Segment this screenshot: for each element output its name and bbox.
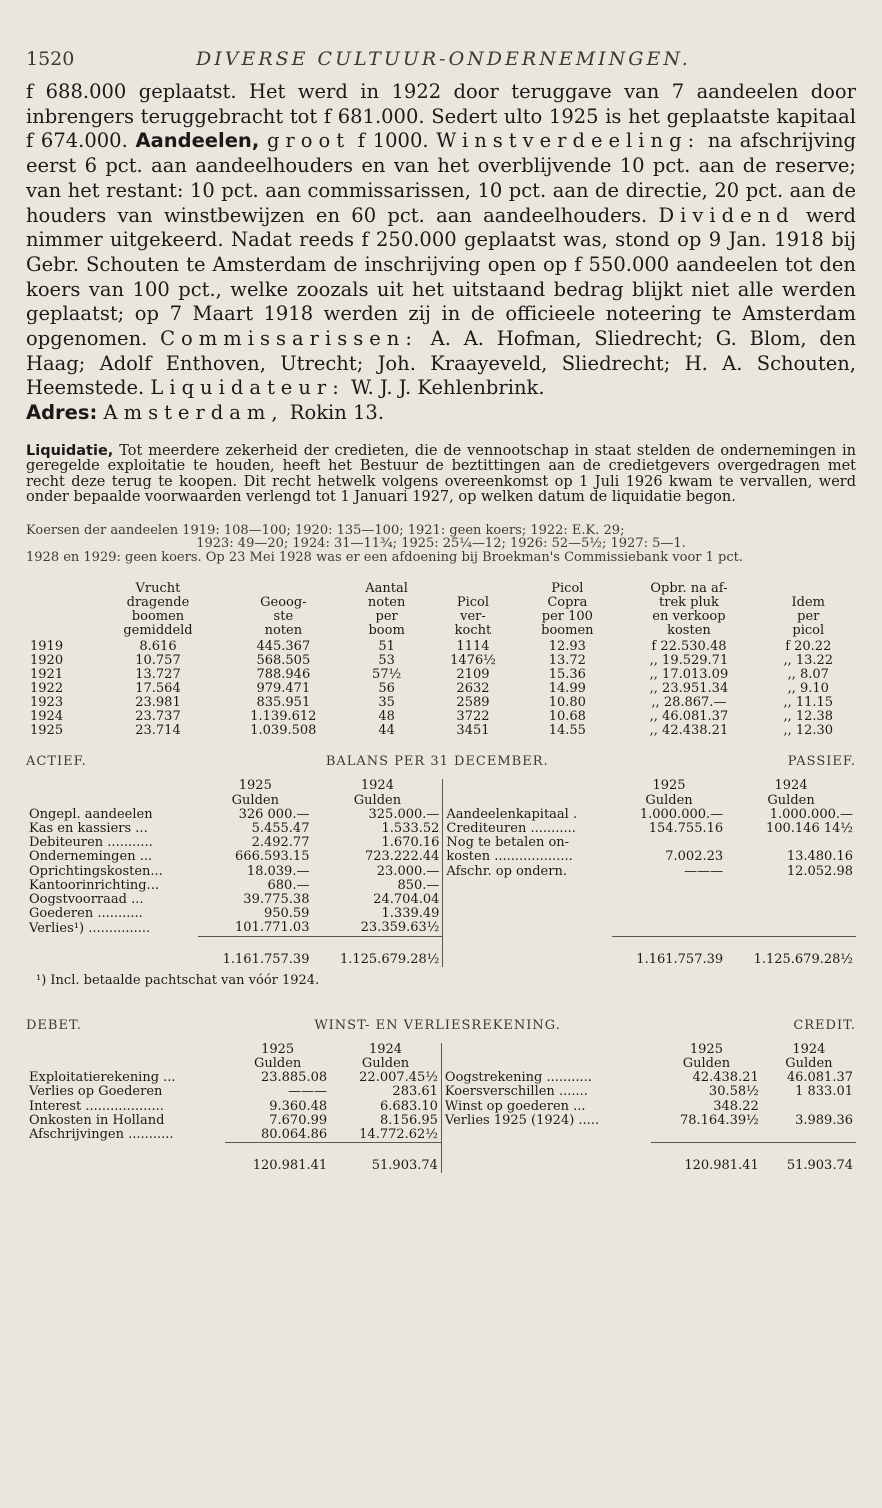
column-header: Picol	[456, 595, 490, 611]
ledger-amount: 6.683.10	[380, 1098, 438, 1114]
column-header	[26, 610, 94, 624]
ledger-year: 1924	[360, 778, 394, 794]
table-cell: ,, 46.081.37	[649, 709, 729, 725]
ledger-amount	[612, 836, 726, 850]
column-header	[26, 596, 94, 610]
winst-table	[26, 1043, 856, 1174]
table-cell: 835.951	[256, 695, 311, 711]
table-cell: ,, 9.10	[787, 681, 829, 697]
table-cell: 1.039.508	[250, 723, 317, 739]
ledger-header-row	[26, 1057, 856, 1071]
column-header: boom	[368, 623, 405, 639]
table-cell: 23.981	[135, 695, 181, 711]
table-cell: 1922	[30, 681, 64, 697]
table-cell: 979.471	[256, 681, 311, 697]
ledger-amount: 13.480.16	[786, 849, 853, 865]
ledger-header-row	[26, 779, 856, 793]
ledger-amount: 5.455.47	[251, 820, 310, 836]
table-cell: 788.946	[256, 667, 311, 683]
ledger-amount: 80.064.86	[260, 1127, 328, 1142]
table-cell: 13.72	[548, 653, 586, 669]
ledger-amount: 23.359.63½	[360, 920, 440, 936]
table-cell: 2632	[456, 681, 490, 697]
text-run: f 1000.	[357, 129, 429, 153]
ledger-total: 120.981.41	[225, 1143, 330, 1174]
text-run: A. A. Hofman, Sliedrecht; G. Blom, den Haag; Adolf Enthoven, Utrecht; Joh. Kraayeveld, Sliedrecht; H. A. Schouten, Heemstede.	[26, 327, 856, 400]
table-cell: 12.93	[548, 639, 586, 655]
column-header: boomen	[131, 609, 185, 625]
ledger-label: Ondernemingen ...	[29, 849, 153, 865]
ledger-label: Koersverschillen .......	[441, 1085, 651, 1099]
text-run: W. J. J. Kehlenbrink.	[351, 376, 545, 400]
table-cell: 10.68	[548, 709, 586, 725]
ledger-total-row	[26, 1143, 856, 1174]
ledger-currency: Gulden	[253, 1055, 302, 1071]
ledger-amount: 42.438.21	[692, 1070, 759, 1086]
footnote: ¹) Incl. betaalde pachtschat van vóór 1924.	[36, 972, 320, 988]
ledger-year: 1924	[368, 1041, 403, 1057]
table-header-row	[26, 610, 856, 624]
table-cell: 17.564	[135, 681, 181, 697]
ledger-amount: 8.156.95	[380, 1112, 438, 1128]
ledger-amount: 12.052.98	[786, 863, 853, 879]
ledger-label: Kas en kassiers ...	[29, 820, 148, 836]
ledger-total: 1.161.757.39	[198, 936, 312, 967]
table-cell: 3451	[456, 723, 490, 739]
ledger-label: Verlies¹) ...............	[29, 920, 151, 936]
column-header: Idem	[791, 595, 826, 611]
ledger-amount: 723.222.44	[364, 849, 440, 865]
ledger-amount	[612, 893, 726, 907]
ledger-total: 1.125.679.28½	[726, 936, 856, 967]
koersen-line: 1928 en 1929: geen koers. Op 23 Mei 1928 was er een afdoening bij Broekman's Commissiebank voor 1 pct.	[26, 549, 744, 565]
table-header-row	[26, 582, 856, 596]
winstverdeeling-label: Winstverdeeling:	[436, 129, 701, 153]
ledger-total: 120.981.41	[651, 1143, 762, 1174]
ledger-year: 1925	[261, 1041, 295, 1057]
balans-title	[26, 754, 856, 769]
liquidateur-label: Liquidateur:	[150, 376, 345, 400]
ledger-year: 1925	[238, 778, 272, 794]
ledger-row	[26, 850, 856, 864]
ledger-label	[26, 936, 198, 967]
ledger-amount: 283.61	[392, 1084, 438, 1100]
winst-title	[26, 1018, 856, 1033]
dividend-label: Dividend	[658, 203, 795, 227]
column-header: Opbr. na af-	[650, 581, 728, 597]
table-cell: f 20.22	[785, 639, 832, 655]
ledger-label: Goederen ...........	[29, 906, 143, 922]
credit-label: CREDIT.	[793, 1017, 856, 1033]
adres-line	[26, 401, 856, 426]
text-run: werd nimmer uitgekeerd. Nadat reeds f 250.000 geplaatst was, stond op 9 Jan. 1918 bij Gebr. Schouten te Amsterdam de inschrijving open op f 550.000 aandeelen tot den koers van 100 pct., welke zoozals uit het uitstaand bedrag blijkt niet alle werden geplaatst; op 7 Maart 1918 werden zij in de officieele noteering te Amsterdam opgenomen.	[26, 203, 856, 351]
table-cell: ,, 12.38	[783, 709, 834, 725]
table-cell: 13.727	[135, 667, 181, 683]
column-header: Vrucht	[135, 581, 181, 597]
ledger-total-row	[26, 936, 856, 967]
ledger-currency: Gulden	[361, 1055, 410, 1071]
adres-value: Amsterdam,	[103, 401, 284, 425]
ledger-total: 51.903.74	[330, 1143, 441, 1174]
table-cell: 1920	[30, 653, 64, 669]
ledger-row	[26, 907, 856, 921]
liquidatie-paragraph	[26, 444, 856, 506]
ledger-amount: 2.492.77	[251, 835, 310, 851]
table-row	[26, 724, 856, 738]
table-cell: 1919	[30, 639, 64, 655]
adres-street: Rokin 13.	[289, 401, 385, 425]
table-row	[26, 654, 856, 668]
ledger-label: Interest ...................	[29, 1098, 164, 1114]
ledger-label: Oogstrekening ...........	[441, 1071, 651, 1085]
column-header: ver-	[460, 609, 486, 625]
ledger-label: Oprichtingskosten...	[29, 863, 163, 879]
main-paragraph	[26, 80, 856, 401]
ledger-currency	[26, 794, 198, 808]
ledger-amount	[612, 921, 726, 936]
ledger-currency: Gulden	[353, 792, 402, 808]
table-cell: 51	[378, 639, 395, 655]
column-header: ste	[273, 609, 294, 625]
table-cell: ,, 13.22	[783, 653, 834, 669]
ledger-amount: 9.360.48	[269, 1098, 328, 1114]
column-header: trek pluk	[659, 595, 719, 611]
table-cell: 57½	[372, 667, 402, 683]
liquidatie-label: Liquidatie,	[26, 442, 114, 459]
ledger-currency: Gulden	[767, 792, 815, 808]
table-cell: 1925	[30, 723, 64, 739]
ledger-amount: 1 833.01	[795, 1084, 853, 1100]
ledger-amount: 101.771.03	[235, 920, 310, 936]
ledger-amount: 1.670.16	[381, 835, 440, 851]
production-table	[26, 582, 856, 738]
table-cell: 1924	[30, 709, 64, 725]
ledger-year: 1925	[689, 1041, 723, 1057]
ledger-label: Kantoorinrichting...	[29, 877, 159, 893]
running-head	[26, 48, 856, 78]
ledger-row	[26, 1114, 856, 1128]
table-cell: 53	[378, 653, 395, 669]
winst-heading: WINST- EN VERLIESREKENING.	[314, 1017, 561, 1033]
ledger-label: Verlies 1925 (1924) .....	[441, 1114, 651, 1128]
table-cell: ,, 23.951.34	[649, 681, 729, 697]
ledger-amount	[726, 879, 856, 893]
ledger-amount	[762, 1128, 856, 1143]
ledger-amount	[726, 893, 856, 907]
commissarissen-label: Commissarissen:	[160, 327, 418, 351]
ledger-label: Aandeelenkapitaal .	[443, 808, 612, 822]
ledger-amount	[726, 921, 856, 936]
text-run: na afschrijving eerst 6 pct. aan aandeelhouders en van het overblijvende 10 pct. aan de reserve; van het restant: 10 pct. aan commissarissen, 10 pct. aan de directie, 20 pct. aan de houders van winstbewijzen en 60 pct. aan aandeelhouders.	[26, 129, 856, 227]
ledger-year	[26, 779, 198, 793]
column-header	[222, 582, 345, 596]
table-cell: 1.139.612	[250, 709, 317, 725]
ledger-amount: 78.164.39½	[679, 1112, 759, 1128]
ledger-label: kosten ...................	[443, 850, 612, 864]
ledger-row	[26, 808, 856, 822]
table-cell: 1921	[30, 667, 64, 683]
table-cell: 14.55	[548, 723, 586, 739]
table-cell: ,, 12.30	[783, 723, 834, 739]
ledger-label	[443, 921, 612, 936]
ledger-label: Oogstvoorraad ...	[29, 891, 144, 907]
ledger-total: 1.161.757.39	[612, 936, 726, 967]
ledger-amount	[726, 907, 856, 921]
ledger-amount: 39.775.38	[243, 891, 310, 907]
table-row	[26, 668, 856, 682]
ledger-row	[26, 865, 856, 879]
ledger-label: Winst op goederen ...	[441, 1100, 651, 1114]
ledger-row	[26, 893, 856, 907]
ledger-row	[26, 1100, 856, 1114]
column-header: noten	[367, 595, 406, 611]
ledger-year	[26, 1043, 225, 1057]
column-header: per	[797, 609, 820, 625]
column-header: gemiddeld	[123, 623, 193, 639]
ledger-row	[26, 879, 856, 893]
ledger-amount: 154.755.16	[648, 820, 724, 836]
ledger-label: Nog te betalen on-	[443, 836, 612, 850]
ledger-amount: 326 000.—	[238, 806, 310, 822]
table-header-row	[26, 596, 856, 610]
table-cell: 568.505	[256, 653, 311, 669]
ledger-amount: 100.146 14½	[765, 820, 853, 836]
table-cell: ,, 11.15	[783, 695, 834, 711]
ledger-currency: Gulden	[645, 792, 693, 808]
aandeelen-label: Aandeelen,	[135, 129, 260, 153]
ledger-row	[26, 1071, 856, 1085]
ledger-amount: ———	[684, 863, 724, 879]
column-header	[761, 582, 856, 596]
column-header: per	[375, 609, 398, 625]
ledger-amount	[651, 1128, 762, 1143]
ledger-amount: 7.002.23	[665, 849, 724, 865]
table-cell: 10.757	[135, 653, 181, 669]
column-header: Picol	[551, 581, 584, 597]
table-cell: 56	[378, 681, 395, 697]
ledger-label: Crediteuren ...........	[443, 822, 612, 836]
ledger-label	[441, 1143, 651, 1174]
ledger-label: Exploitatierekening ...	[29, 1070, 176, 1086]
table-cell: f 22.530.48	[651, 639, 727, 655]
balans-table	[26, 779, 856, 966]
table-cell: 2589	[456, 695, 490, 711]
ledger-currency	[443, 794, 612, 808]
column-header	[429, 582, 518, 596]
ledger-label	[443, 907, 612, 921]
table-cell: 1114	[456, 639, 490, 655]
ledger-amount: ———	[288, 1084, 328, 1100]
column-header	[26, 624, 94, 640]
column-header: per 100	[541, 609, 593, 625]
table-cell: 8.616	[139, 639, 177, 655]
table-cell: 23.714	[135, 723, 181, 739]
column-header: boomen	[541, 623, 594, 639]
ledger-amount: 950.59	[263, 906, 310, 922]
ledger-label: Ongepl. aandeelen	[29, 806, 153, 822]
koersen-section	[26, 524, 856, 565]
ledger-year	[443, 779, 612, 793]
table-row	[26, 710, 856, 724]
ledger-amount: 1.533.52	[381, 820, 440, 836]
ledger-amount: 850.—	[397, 877, 440, 893]
ledger-amount: 3.989.36	[795, 1112, 853, 1128]
ledger-amount	[762, 1100, 856, 1114]
ledger-currency: Gulden	[682, 1055, 731, 1071]
ledger-row	[26, 921, 856, 936]
ledger-header-row	[26, 1043, 856, 1057]
ledger-year	[441, 1043, 651, 1057]
table-cell: 1476½	[450, 653, 496, 669]
liquidatie-section	[26, 444, 856, 506]
ledger-label	[441, 1128, 651, 1143]
ledger-row	[26, 836, 856, 850]
ledger-label: Onkosten in Holland	[29, 1112, 165, 1128]
column-header: Geoog-	[260, 595, 307, 611]
table-row	[26, 696, 856, 710]
ledger-row	[26, 1128, 856, 1143]
ledger-amount: 348.22	[713, 1098, 759, 1114]
table-row	[26, 640, 856, 654]
ledger-label	[26, 1143, 225, 1174]
ledger-year: 1924	[792, 1041, 826, 1057]
running-title: DIVERSE CULTUUR-ONDERNEMINGEN.	[196, 48, 691, 70]
ledger-amount: 680.—	[267, 877, 310, 893]
ledger-year: 1924	[774, 778, 808, 794]
ledger-header-row	[26, 794, 856, 808]
table-cell: 2109	[456, 667, 490, 683]
column-header: dragende	[126, 595, 190, 611]
ledger-amount: 1.000.000.—	[769, 806, 853, 822]
debet-label: DEBET.	[26, 1017, 82, 1033]
koersen-line: 1923: 49—20; 1924: 31—11¾; 1925: 25¼—12; 1926: 52—5½; 1927: 5—1.	[196, 536, 686, 552]
ledger-amount: 14.772.62½	[359, 1127, 438, 1142]
table-header-row	[26, 624, 856, 640]
ledger-amount: 46.081.37	[786, 1070, 853, 1086]
ledger-amount	[612, 879, 726, 893]
ledger-row	[26, 822, 856, 836]
table-cell: ,, 17.013.09	[649, 667, 729, 683]
column-header: en verkoop	[652, 609, 726, 625]
adres-label: Adres:	[26, 401, 98, 425]
ledger-amount: 666.593.15	[235, 849, 310, 865]
ledger-label: Afschrijvingen ...........	[29, 1127, 174, 1143]
ledger-amount	[612, 907, 726, 921]
column-header: Copra	[547, 595, 588, 611]
ledger-label	[443, 879, 612, 893]
ledger-amount: 23.885.08	[260, 1070, 328, 1086]
table-cell: 15.36	[548, 667, 586, 683]
ledger-total: 51.903.74	[762, 1143, 856, 1174]
column-header: noten	[264, 623, 303, 639]
table-cell: 445.367	[256, 639, 311, 655]
ledger-amount: 22.007.45½	[359, 1070, 438, 1086]
ledger-total: 1.125.679.28½	[312, 936, 442, 967]
table-row	[26, 682, 856, 696]
table-cell: ,, 28.867.—	[651, 695, 727, 711]
ledger-label: Afschr. op ondern.	[443, 865, 612, 879]
table-cell: 10.80	[548, 695, 586, 711]
ledger-amount: 325.000.—	[368, 806, 440, 822]
ledger-label: Verlies op Goederen	[29, 1084, 163, 1100]
column-header: Aantal	[365, 581, 408, 597]
ledger-currency: Gulden	[785, 1055, 833, 1071]
page-number: 1520	[26, 48, 75, 70]
column-header: kocht	[454, 623, 492, 639]
ledger-amount: 23.000.—	[376, 863, 440, 879]
table-cell: 14.99	[548, 681, 586, 697]
table-cell: 48	[378, 709, 395, 725]
koersen-line: Koersen der aandeelen 1919: 108—100; 1920: 135—100; 1921: geen koers; 1922: E.K. 29;	[26, 522, 625, 538]
ledger-amount: 30.58½	[708, 1084, 759, 1100]
text-run: f 688.000 geplaatst. Het werd in 1922 door teruggave van 7 aandeelen door inbrengers teruggebracht tot f 681.000. Sedert ulto 1925 is het geplaatste kapitaal f 674.000.	[26, 80, 856, 153]
ledger-currency	[26, 1057, 225, 1071]
column-header	[26, 582, 94, 596]
main-text	[26, 80, 856, 426]
liquidatie-text: Tot meerdere zekerheid der credieten, die de vennootschap in staat stelden de ondernemingen in geregelde exploitatie te houden, heeft het Bestuur de beztittingen aan de credietgevers overgedragen met recht deze terug te koopen. Dit recht hetwelk volgens overeenkomst op 1 Juli 1926 kwam te vervallen, werd onder bepaalde voorwaarden verlengd tot 1 Januari 1927, op welken datum de liquidatie begon.	[26, 442, 856, 506]
actief-label: ACTIEF.	[26, 754, 87, 770]
ledger-amount: 1.000.000.—	[639, 806, 724, 822]
ledger-currency	[441, 1057, 651, 1071]
table-cell: ,, 19.529.71	[649, 653, 729, 669]
ledger-amount: 7.670.99	[269, 1112, 328, 1128]
ledger-amount: 18.039.—	[246, 863, 310, 879]
table-cell: 35	[378, 695, 395, 711]
ledger-row	[26, 1085, 856, 1099]
ledger-amount	[726, 836, 856, 850]
ledger-label	[443, 936, 612, 967]
table-cell: ,, 42.438.21	[649, 723, 729, 739]
table-cell: 23.737	[135, 709, 181, 725]
ledger-label: Debiteuren ...........	[29, 835, 153, 851]
ledger-amount: 1.339.49	[381, 906, 440, 922]
ledger-currency: Gulden	[231, 792, 279, 808]
passief-label: PASSIEF.	[787, 754, 856, 770]
groot-label: groot	[266, 129, 351, 153]
balans-heading: BALANS PER 31 DECEMBER.	[325, 754, 549, 770]
ledger-year: 1925	[652, 778, 686, 794]
table-cell: 1923	[30, 695, 64, 711]
table-cell: 44	[378, 723, 395, 739]
table-cell: 3722	[456, 709, 490, 725]
ledger-label	[443, 893, 612, 907]
column-header: picol	[792, 623, 825, 639]
column-header: kosten	[667, 623, 711, 639]
table-cell: ,, 8.07	[787, 667, 829, 683]
ledger-amount: 24.704.04	[373, 891, 440, 907]
